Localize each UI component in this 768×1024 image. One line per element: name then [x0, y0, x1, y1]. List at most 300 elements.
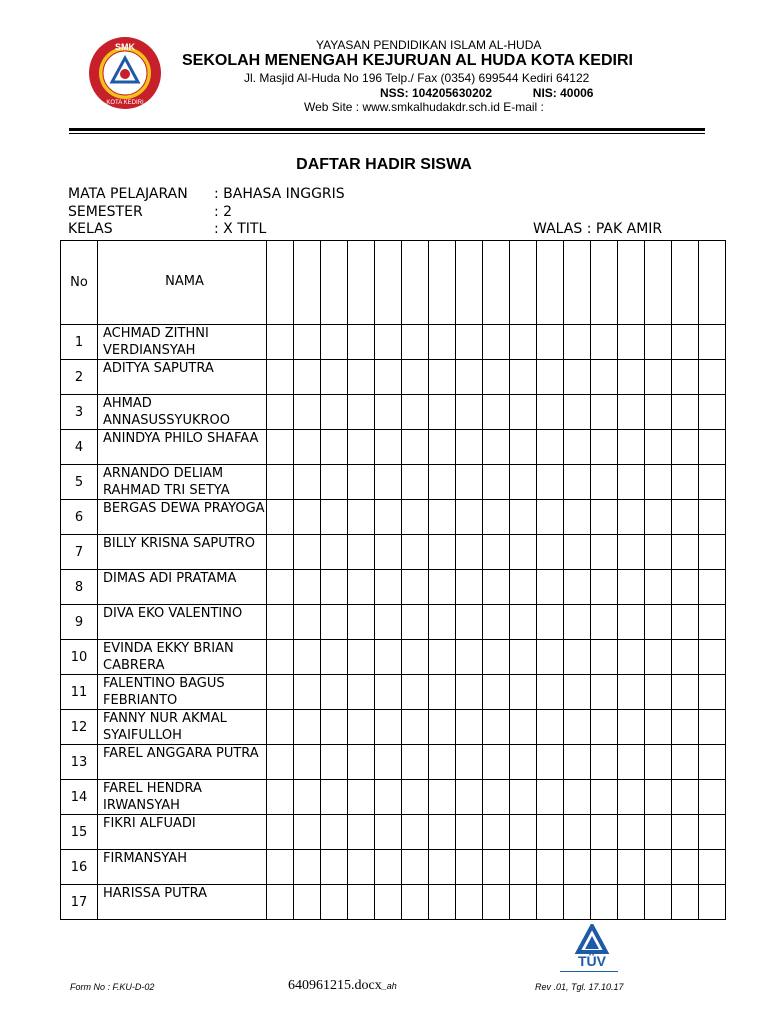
attendance-cell[interactable]: [591, 675, 618, 710]
attendance-cell[interactable]: [429, 535, 456, 570]
attendance-cell[interactable]: [348, 675, 375, 710]
attendance-cell[interactable]: [483, 745, 510, 780]
attendance-cell[interactable]: [591, 745, 618, 780]
attendance-cell[interactable]: [537, 535, 564, 570]
attendance-cell[interactable]: [699, 815, 726, 850]
attendance-cell[interactable]: [672, 885, 699, 920]
attendance-cell[interactable]: [618, 360, 645, 395]
attendance-cell[interactable]: [429, 500, 456, 535]
attendance-cell[interactable]: [591, 885, 618, 920]
attendance-cell[interactable]: [510, 360, 537, 395]
attendance-cell[interactable]: [267, 360, 294, 395]
attendance-cell[interactable]: [456, 570, 483, 605]
attendance-cell[interactable]: [267, 605, 294, 640]
attendance-cell[interactable]: [321, 745, 348, 780]
attendance-cell[interactable]: [429, 430, 456, 465]
day-column-header: [375, 241, 402, 325]
attendance-cell[interactable]: [456, 675, 483, 710]
attendance-cell[interactable]: [537, 570, 564, 605]
attendance-cell[interactable]: [618, 850, 645, 885]
attendance-cell[interactable]: [375, 675, 402, 710]
attendance-cell[interactable]: [294, 325, 321, 360]
attendance-cell[interactable]: [672, 605, 699, 640]
attendance-cell[interactable]: [672, 850, 699, 885]
attendance-cell[interactable]: [267, 465, 294, 500]
attendance-cell[interactable]: [402, 360, 429, 395]
attendance-cell[interactable]: [429, 640, 456, 675]
attendance-cell[interactable]: [456, 780, 483, 815]
attendance-cell[interactable]: [321, 430, 348, 465]
attendance-cell[interactable]: [267, 710, 294, 745]
attendance-cell[interactable]: [402, 640, 429, 675]
attendance-cell[interactable]: [321, 780, 348, 815]
attendance-cell[interactable]: [645, 430, 672, 465]
attendance-cell[interactable]: [618, 535, 645, 570]
attendance-cell[interactable]: [483, 815, 510, 850]
attendance-cell[interactable]: [456, 850, 483, 885]
attendance-cell[interactable]: [537, 430, 564, 465]
attendance-cell[interactable]: [267, 325, 294, 360]
attendance-cell[interactable]: [267, 570, 294, 605]
attendance-cell[interactable]: [537, 815, 564, 850]
attendance-cell[interactable]: [483, 430, 510, 465]
attendance-cell[interactable]: [294, 570, 321, 605]
attendance-cell[interactable]: [564, 885, 591, 920]
attendance-cell[interactable]: [645, 325, 672, 360]
attendance-cell[interactable]: [321, 710, 348, 745]
attendance-cell[interactable]: [645, 395, 672, 430]
attendance-cell[interactable]: [294, 745, 321, 780]
attendance-cell[interactable]: [672, 325, 699, 360]
attendance-cell[interactable]: [699, 465, 726, 500]
attendance-cell[interactable]: [429, 745, 456, 780]
attendance-cell[interactable]: [294, 430, 321, 465]
attendance-cell[interactable]: [375, 605, 402, 640]
attendance-cell[interactable]: [537, 395, 564, 430]
attendance-cell[interactable]: [456, 605, 483, 640]
attendance-cell[interactable]: [483, 395, 510, 430]
attendance-cell[interactable]: [402, 675, 429, 710]
attendance-cell[interactable]: [510, 395, 537, 430]
attendance-cell[interactable]: [537, 640, 564, 675]
attendance-cell[interactable]: [348, 850, 375, 885]
attendance-cell[interactable]: [348, 605, 375, 640]
attendance-cell[interactable]: [618, 885, 645, 920]
attendance-cell[interactable]: [591, 850, 618, 885]
attendance-cell[interactable]: [483, 675, 510, 710]
attendance-cell[interactable]: [699, 325, 726, 360]
attendance-cell[interactable]: [699, 535, 726, 570]
attendance-cell[interactable]: [645, 710, 672, 745]
attendance-cell[interactable]: [510, 430, 537, 465]
attendance-cell[interactable]: [429, 675, 456, 710]
attendance-cell[interactable]: [321, 500, 348, 535]
table-row: [61, 675, 726, 710]
attendance-cell[interactable]: [429, 815, 456, 850]
attendance-cell[interactable]: [402, 780, 429, 815]
student-number: 15: [61, 815, 98, 850]
attendance-cell[interactable]: [294, 780, 321, 815]
attendance-cell[interactable]: [591, 465, 618, 500]
attendance-cell[interactable]: [267, 745, 294, 780]
attendance-cell[interactable]: [564, 605, 591, 640]
attendance-cell[interactable]: [591, 710, 618, 745]
attendance-cell[interactable]: [645, 675, 672, 710]
student-name: DIVA EKO VALENTINO: [98, 605, 267, 640]
attendance-cell[interactable]: [510, 885, 537, 920]
attendance-cell[interactable]: [402, 570, 429, 605]
attendance-cell[interactable]: [510, 745, 537, 780]
attendance-cell[interactable]: [564, 850, 591, 885]
table-body: [61, 325, 726, 920]
attendance-cell[interactable]: [267, 395, 294, 430]
attendance-cell[interactable]: [456, 395, 483, 430]
attendance-cell[interactable]: [402, 815, 429, 850]
attendance-cell[interactable]: [267, 815, 294, 850]
attendance-cell[interactable]: [645, 885, 672, 920]
attendance-cell[interactable]: [672, 395, 699, 430]
attendance-cell[interactable]: [699, 605, 726, 640]
attendance-cell[interactable]: [699, 500, 726, 535]
attendance-cell[interactable]: [294, 360, 321, 395]
attendance-cell[interactable]: [348, 430, 375, 465]
attendance-cell[interactable]: [267, 850, 294, 885]
attendance-cell[interactable]: [294, 605, 321, 640]
attendance-cell[interactable]: [375, 500, 402, 535]
attendance-cell[interactable]: [483, 360, 510, 395]
attendance-cell[interactable]: [483, 710, 510, 745]
attendance-cell[interactable]: [267, 885, 294, 920]
student-number: 12: [61, 710, 98, 745]
attendance-cell[interactable]: [537, 360, 564, 395]
attendance-cell[interactable]: [510, 640, 537, 675]
attendance-cell[interactable]: [510, 710, 537, 745]
attendance-cell[interactable]: [672, 465, 699, 500]
attendance-cell[interactable]: [618, 815, 645, 850]
attendance-cell[interactable]: [483, 640, 510, 675]
attendance-cell[interactable]: [510, 500, 537, 535]
attendance-cell[interactable]: [456, 535, 483, 570]
attendance-cell[interactable]: [321, 850, 348, 885]
attendance-cell[interactable]: [483, 885, 510, 920]
attendance-cell[interactable]: [618, 430, 645, 465]
attendance-cell[interactable]: [672, 535, 699, 570]
attendance-cell[interactable]: [348, 535, 375, 570]
attendance-cell[interactable]: [429, 885, 456, 920]
attendance-cell[interactable]: [348, 780, 375, 815]
student-name: FAREL HENDRA IRWANSYAH: [98, 780, 267, 815]
attendance-cell[interactable]: [456, 815, 483, 850]
attendance-cell[interactable]: [591, 780, 618, 815]
attendance-cell[interactable]: [645, 535, 672, 570]
attendance-cell[interactable]: [321, 885, 348, 920]
attendance-cell[interactable]: [321, 640, 348, 675]
attendance-cell[interactable]: [456, 430, 483, 465]
attendance-cell[interactable]: [429, 570, 456, 605]
student-name: FALENTINO BAGUS FEBRIANTO: [98, 675, 267, 710]
attendance-cell[interactable]: [699, 780, 726, 815]
attendance-cell[interactable]: [537, 500, 564, 535]
attendance-cell[interactable]: [483, 325, 510, 360]
attendance-cell[interactable]: [456, 325, 483, 360]
attendance-cell[interactable]: [429, 605, 456, 640]
attendance-cell[interactable]: [564, 640, 591, 675]
attendance-cell[interactable]: [510, 815, 537, 850]
attendance-cell[interactable]: [375, 535, 402, 570]
attendance-cell[interactable]: [321, 325, 348, 360]
attendance-cell[interactable]: [645, 465, 672, 500]
attendance-cell[interactable]: [456, 500, 483, 535]
attendance-cell[interactable]: [375, 745, 402, 780]
attendance-cell[interactable]: [699, 570, 726, 605]
attendance-cell[interactable]: [537, 325, 564, 360]
attendance-cell[interactable]: [375, 360, 402, 395]
attendance-cell[interactable]: [456, 710, 483, 745]
attendance-cell[interactable]: [348, 325, 375, 360]
attendance-cell[interactable]: [456, 745, 483, 780]
attendance-cell[interactable]: [537, 850, 564, 885]
attendance-cell[interactable]: [537, 745, 564, 780]
attendance-cell[interactable]: [402, 430, 429, 465]
attendance-cell[interactable]: [267, 640, 294, 675]
attendance-cell[interactable]: [672, 500, 699, 535]
attendance-cell[interactable]: [564, 745, 591, 780]
attendance-cell[interactable]: [429, 850, 456, 885]
attendance-cell[interactable]: [618, 640, 645, 675]
attendance-cell[interactable]: [591, 535, 618, 570]
attendance-cell[interactable]: [348, 815, 375, 850]
attendance-cell[interactable]: [429, 780, 456, 815]
table-row: [61, 360, 726, 395]
attendance-cell[interactable]: [456, 360, 483, 395]
attendance-cell[interactable]: [402, 535, 429, 570]
attendance-cell[interactable]: [375, 885, 402, 920]
revision-info: Rev .01, Tgl. 17.10.17: [535, 982, 624, 992]
attendance-cell[interactable]: [348, 570, 375, 605]
attendance-cell[interactable]: [375, 325, 402, 360]
attendance-cell[interactable]: [591, 500, 618, 535]
attendance-cell[interactable]: [348, 500, 375, 535]
attendance-cell[interactable]: [618, 710, 645, 745]
attendance-cell[interactable]: [510, 675, 537, 710]
attendance-cell[interactable]: [618, 395, 645, 430]
attendance-cell[interactable]: [591, 570, 618, 605]
attendance-cell[interactable]: [402, 325, 429, 360]
attendance-cell[interactable]: [267, 780, 294, 815]
attendance-cell[interactable]: [456, 465, 483, 500]
attendance-cell[interactable]: [699, 395, 726, 430]
attendance-cell[interactable]: [321, 815, 348, 850]
attendance-cell[interactable]: [564, 360, 591, 395]
attendance-cell[interactable]: [294, 640, 321, 675]
attendance-cell[interactable]: [348, 745, 375, 780]
attendance-cell[interactable]: [672, 780, 699, 815]
attendance-cell[interactable]: [672, 570, 699, 605]
attendance-cell[interactable]: [699, 640, 726, 675]
attendance-cell[interactable]: [402, 395, 429, 430]
attendance-cell[interactable]: [564, 465, 591, 500]
attendance-cell[interactable]: [564, 815, 591, 850]
attendance-cell[interactable]: [645, 780, 672, 815]
attendance-cell[interactable]: [537, 675, 564, 710]
attendance-cell[interactable]: [402, 465, 429, 500]
attendance-cell[interactable]: [510, 465, 537, 500]
attendance-cell[interactable]: [645, 850, 672, 885]
attendance-cell[interactable]: [618, 745, 645, 780]
attendance-cell[interactable]: [294, 850, 321, 885]
attendance-cell[interactable]: [591, 605, 618, 640]
attendance-cell[interactable]: [348, 395, 375, 430]
attendance-cell[interactable]: [564, 500, 591, 535]
attendance-cell[interactable]: [591, 815, 618, 850]
attendance-cell[interactable]: [591, 325, 618, 360]
attendance-cell[interactable]: [429, 710, 456, 745]
attendance-cell[interactable]: [348, 885, 375, 920]
attendance-cell[interactable]: [699, 360, 726, 395]
attendance-cell[interactable]: [591, 395, 618, 430]
attendance-cell[interactable]: [294, 815, 321, 850]
attendance-cell[interactable]: [564, 675, 591, 710]
attendance-cell[interactable]: [483, 535, 510, 570]
attendance-cell[interactable]: [429, 360, 456, 395]
attendance-cell[interactable]: [321, 570, 348, 605]
attendance-cell[interactable]: [645, 500, 672, 535]
attendance-cell[interactable]: [348, 465, 375, 500]
attendance-cell[interactable]: [375, 430, 402, 465]
attendance-cell[interactable]: [672, 815, 699, 850]
attendance-cell[interactable]: [483, 850, 510, 885]
attendance-cell[interactable]: [672, 640, 699, 675]
attendance-cell[interactable]: [672, 675, 699, 710]
attendance-cell[interactable]: [510, 570, 537, 605]
attendance-cell[interactable]: [591, 360, 618, 395]
attendance-cell[interactable]: [348, 710, 375, 745]
attendance-cell[interactable]: [402, 605, 429, 640]
attendance-cell[interactable]: [618, 675, 645, 710]
attendance-cell[interactable]: [564, 780, 591, 815]
school-website: Web Site : www.smkalhudakdr.sch.id E-mail :: [304, 100, 544, 114]
attendance-cell[interactable]: [645, 640, 672, 675]
attendance-cell[interactable]: [321, 465, 348, 500]
attendance-cell[interactable]: [483, 465, 510, 500]
attendance-cell[interactable]: [645, 745, 672, 780]
attendance-cell[interactable]: [564, 325, 591, 360]
attendance-cell[interactable]: [375, 395, 402, 430]
attendance-cell[interactable]: [699, 885, 726, 920]
attendance-cell[interactable]: [510, 535, 537, 570]
attendance-cell[interactable]: [645, 570, 672, 605]
attendance-cell[interactable]: [294, 885, 321, 920]
attendance-cell[interactable]: [672, 745, 699, 780]
attendance-cell[interactable]: [537, 605, 564, 640]
attendance-cell[interactable]: [510, 780, 537, 815]
attendance-cell[interactable]: [267, 675, 294, 710]
attendance-cell[interactable]: [645, 605, 672, 640]
attendance-cell[interactable]: [564, 535, 591, 570]
attendance-cell[interactable]: [483, 500, 510, 535]
attendance-cell[interactable]: [402, 885, 429, 920]
attendance-cell[interactable]: [402, 745, 429, 780]
attendance-cell[interactable]: [294, 675, 321, 710]
attendance-cell[interactable]: [267, 430, 294, 465]
attendance-cell[interactable]: [429, 325, 456, 360]
attendance-cell[interactable]: [564, 395, 591, 430]
attendance-cell[interactable]: [375, 640, 402, 675]
attendance-cell[interactable]: [456, 640, 483, 675]
attendance-cell[interactable]: [591, 430, 618, 465]
attendance-cell[interactable]: [699, 745, 726, 780]
attendance-cell[interactable]: [375, 710, 402, 745]
attendance-cell[interactable]: [483, 605, 510, 640]
attendance-cell[interactable]: [618, 605, 645, 640]
attendance-cell[interactable]: [564, 570, 591, 605]
attendance-cell[interactable]: [699, 430, 726, 465]
attendance-cell[interactable]: [348, 360, 375, 395]
attendance-cell[interactable]: [699, 850, 726, 885]
attendance-cell[interactable]: [375, 570, 402, 605]
attendance-cell[interactable]: [375, 465, 402, 500]
attendance-cell[interactable]: [699, 710, 726, 745]
attendance-cell[interactable]: [483, 570, 510, 605]
attendance-cell[interactable]: [645, 360, 672, 395]
attendance-cell[interactable]: [618, 500, 645, 535]
attendance-cell[interactable]: [618, 325, 645, 360]
attendance-cell[interactable]: [699, 675, 726, 710]
attendance-cell[interactable]: [402, 500, 429, 535]
attendance-cell[interactable]: [321, 395, 348, 430]
attendance-cell[interactable]: [402, 850, 429, 885]
attendance-cell[interactable]: [483, 780, 510, 815]
attendance-cell[interactable]: [294, 395, 321, 430]
attendance-cell[interactable]: [564, 430, 591, 465]
attendance-cell[interactable]: [537, 780, 564, 815]
attendance-cell[interactable]: [321, 360, 348, 395]
attendance-cell[interactable]: [402, 710, 429, 745]
attendance-cell[interactable]: [645, 815, 672, 850]
attendance-cell[interactable]: [537, 885, 564, 920]
attendance-cell[interactable]: [321, 675, 348, 710]
attendance-cell[interactable]: [267, 535, 294, 570]
attendance-cell[interactable]: [294, 710, 321, 745]
attendance-cell[interactable]: [429, 465, 456, 500]
attendance-cell[interactable]: [267, 500, 294, 535]
attendance-cell[interactable]: [618, 780, 645, 815]
attendance-cell[interactable]: [321, 535, 348, 570]
attendance-cell[interactable]: [294, 465, 321, 500]
attendance-cell[interactable]: [591, 640, 618, 675]
attendance-cell[interactable]: [537, 465, 564, 500]
attendance-cell[interactable]: [672, 430, 699, 465]
attendance-cell[interactable]: [510, 605, 537, 640]
attendance-cell[interactable]: [348, 640, 375, 675]
attendance-cell[interactable]: [672, 710, 699, 745]
attendance-cell[interactable]: [510, 850, 537, 885]
attendance-cell[interactable]: [456, 885, 483, 920]
attendance-cell[interactable]: [294, 500, 321, 535]
attendance-cell[interactable]: [375, 815, 402, 850]
attendance-cell[interactable]: [672, 360, 699, 395]
attendance-cell[interactable]: [375, 780, 402, 815]
attendance-cell[interactable]: [537, 710, 564, 745]
attendance-cell[interactable]: [429, 395, 456, 430]
attendance-cell[interactable]: [375, 850, 402, 885]
attendance-cell[interactable]: [564, 710, 591, 745]
attendance-cell[interactable]: [294, 535, 321, 570]
attendance-cell[interactable]: [510, 325, 537, 360]
attendance-cell[interactable]: [321, 605, 348, 640]
attendance-cell[interactable]: [618, 570, 645, 605]
attendance-cell[interactable]: [618, 465, 645, 500]
